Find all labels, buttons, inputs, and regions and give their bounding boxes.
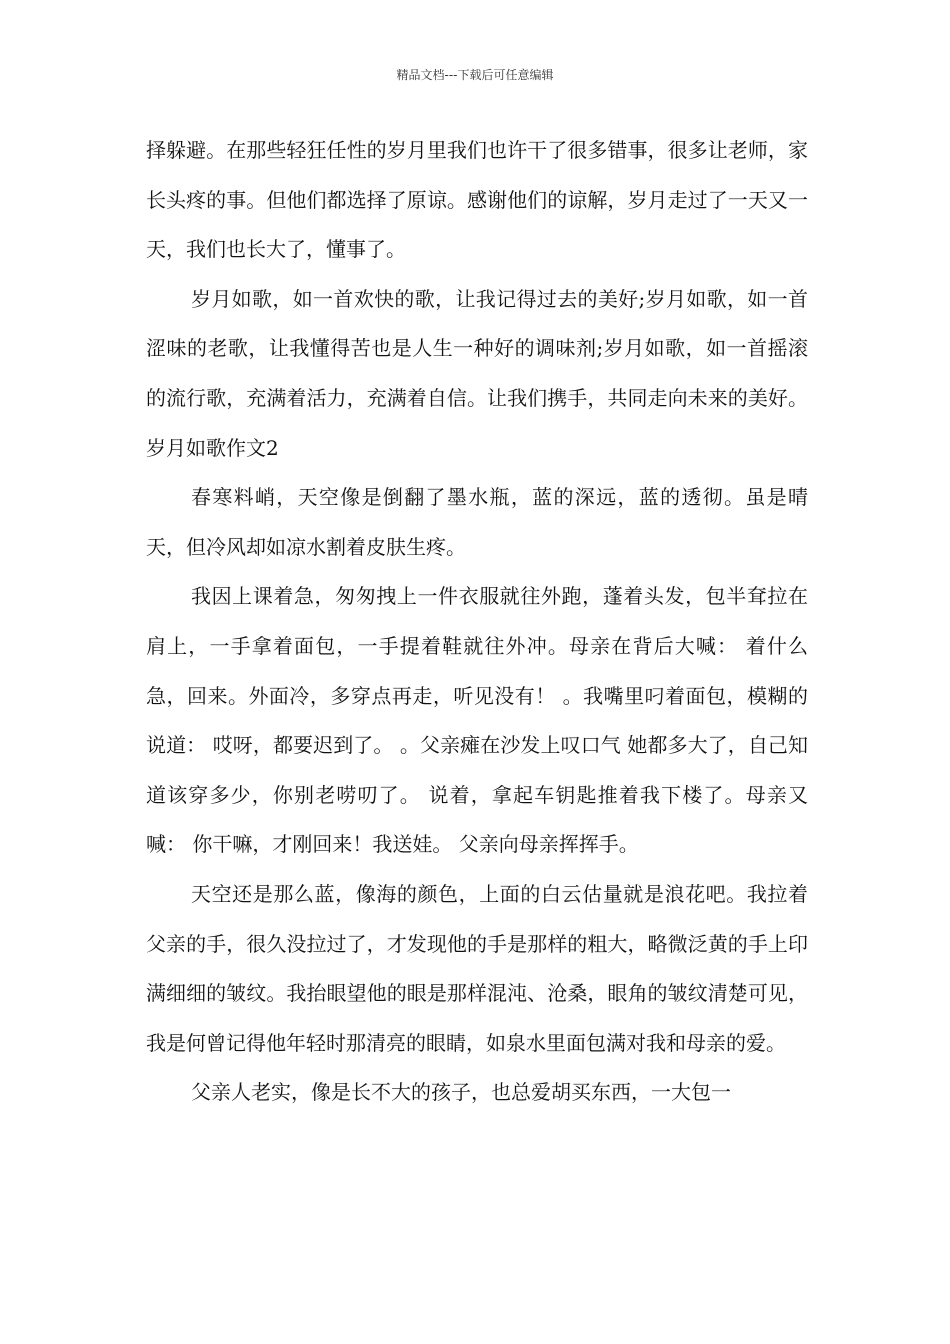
paragraph-4: 我因上课着急，匆匆拽上一件衣服就往外跑，蓬着头发，包半耷拉在肩上，一手拿着面包，一手提着鞋就往外冲。母亲在背后大喊： 着什么急，回来。外面冷，多穿点再走，听见没有！ 。我嘴里叼着面包，模糊的说道： 哎呀，都要迟到了。 。父亲瘫在沙发上叹口气 她都多大了，自己知道该穿多少，你别老唠叨了。 说着，拿起车钥匙推着我下楼了。母亲又喊： 你干嘛，才刚回来！我送娃。 父亲向母亲挥挥手。 [146, 584, 808, 857]
document-body [146, 126, 808, 1118]
paragraph-1: 择躲避。在那些轻狂任性的岁月里我们也许干了很多错事，很多让老师，家长头疼的事。但他们都选择了原谅。感谢他们的谅解，岁月走过了一天又一天，我们也长大了，懂事了。 [146, 138, 808, 262]
paragraph-6: 父亲人老实，像是长不大的孩子，也总爱胡买东西，一大包一 [191, 1080, 731, 1105]
paragraph-2: 岁月如歌，如一首欢快的歌，让我记得过去的美好;岁月如歌，如一首涩味的老歌，让我懂得苦也是人生一种好的调味剂;岁月如歌，如一首摇滚的流行歌，充满着活力，充满着自信。让我们携手，共同走向未来的美好。岁月如歌作文2 [146, 286, 808, 460]
paragraph-3: 春寒料峭，天空像是倒翻了墨水瓶，蓝的深远，蓝的透彻。虽是晴天，但冷风却如凉水割着皮肤生疼。 [146, 485, 808, 559]
page-header: 精品文档---下载后可任意编辑 [396, 68, 554, 82]
paragraph-5: 天空还是那么蓝，像海的颜色，上面的白云估量就是浪花吧。我拉着父亲的手，很久没拉过了，才发现他的手是那样的粗大，略微泛黄的手上印满细细的皱纹。我抬眼望他的眼是那样混沌、沧桑，眼角的皱纹清楚可见，我是何曾记得他年轻时那清亮的眼睛，如泉水里面包满对我和母亲的爱。 [146, 881, 808, 1055]
